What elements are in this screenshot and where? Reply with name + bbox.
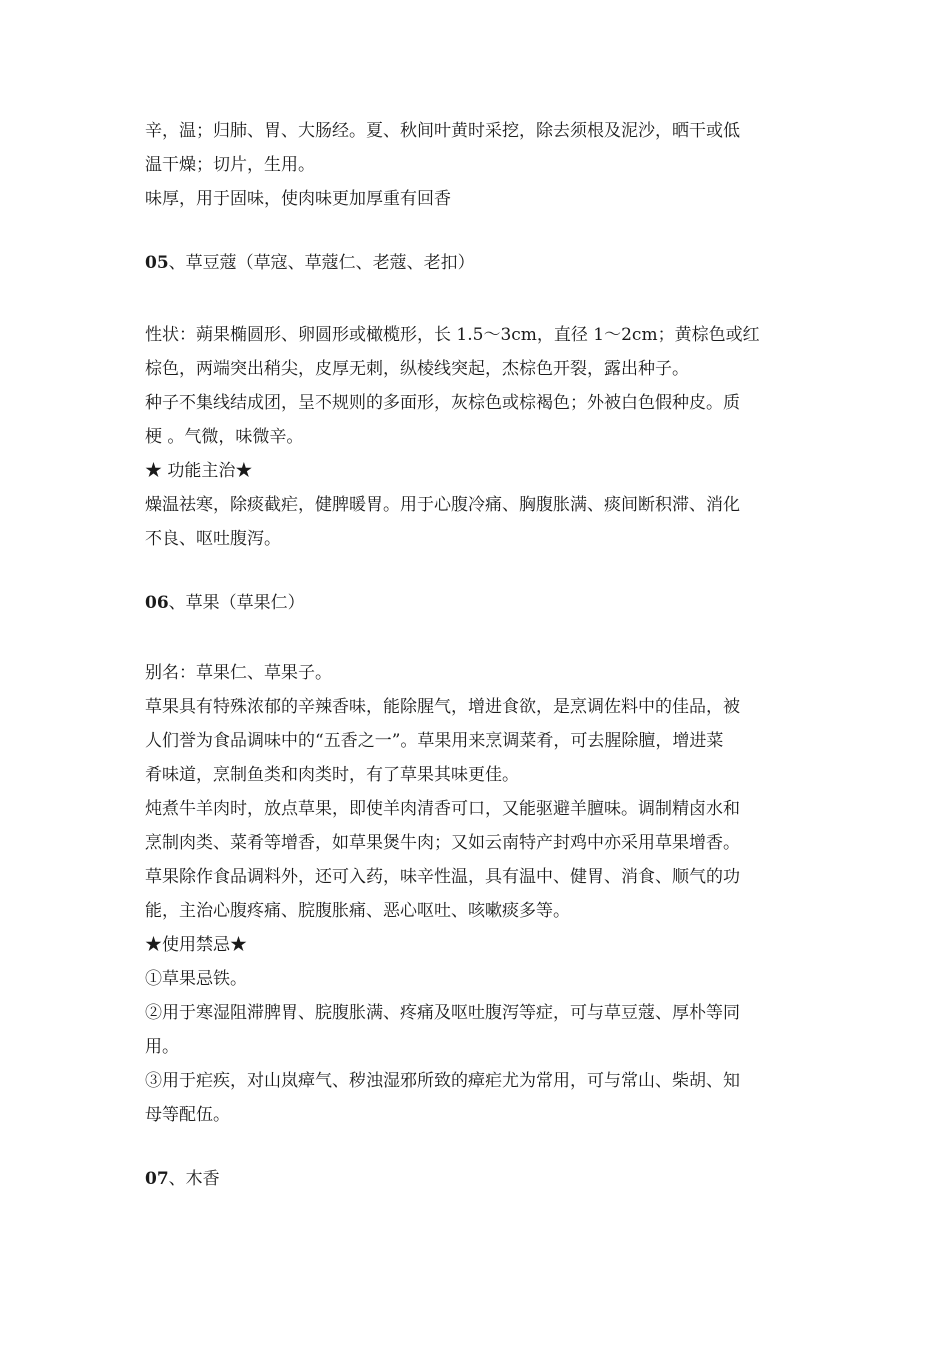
- section-number: 07: [145, 1169, 169, 1189]
- section-number: 06: [145, 593, 169, 613]
- section-number: 05: [145, 253, 169, 273]
- section-heading-07: [145, 1162, 220, 1196]
- paragraph-line: 母等配伍。: [145, 1105, 230, 1125]
- paragraph-line: 辛，温；归肺、胃、大肠经。夏、秋间叶黄时采挖，除去须根及泥沙，晒干或低: [145, 121, 740, 141]
- paragraph-line: 人们誉为食品调味中的“五香之一”。草果用来烹调菜肴，可去腥除膻，增进菜: [145, 731, 724, 751]
- paragraph-line: 温干燥；切片，生用。: [145, 155, 315, 175]
- paragraph-line: 棕色，两端突出稍尖，皮厚无刺，纵棱线突起，杰棕色开裂，露出种子。: [145, 359, 689, 379]
- section-title: 、木香: [168, 1169, 220, 1189]
- paragraph-line: 草果除作食品调料外，还可入药，味辛性温，具有温中、健胃、消食、顺气的功: [145, 867, 740, 887]
- paragraph-line: ①草果忌铁。: [145, 969, 247, 989]
- paragraph-line: 性状：蒴果椭圆形、卵圆形或橄榄形，长 1.5～3cm，直径 1～2cm；黄棕色或红: [145, 325, 760, 345]
- paragraph-line: 炖煮牛羊肉时，放点草果，即使羊肉清香可口，又能驱避羊膻味。调制精卤水和: [145, 799, 740, 819]
- paragraph-line: 不良、呕吐腹泻。: [145, 529, 281, 549]
- section-heading-06: [145, 586, 305, 620]
- paragraph-line: ③用于疟疾，对山岚瘴气、秽浊湿邪所致的瘴疟尤为常用，可与常山、柴胡、知: [145, 1071, 740, 1091]
- paragraph-line: 梗 。气微，味微辛。: [145, 427, 304, 447]
- paragraph-line: 能，主治心腹疼痛、脘腹胀痛、恶心呕吐、咳嗽痰多等。: [145, 901, 570, 921]
- paragraph-line: 味厚，用于固味，使肉味更加厚重有回香: [145, 189, 451, 209]
- paragraph-line: 别名：草果仁、草果子。: [145, 663, 332, 683]
- paragraph-line: ★ 功能主治★: [145, 461, 253, 481]
- paragraph-line: 燥温祛寒，除痰截疟，健脾暖胃。用于心腹冷痛、胸腹胀满、痰间断积滞、消化: [145, 495, 740, 515]
- paragraph-line: 肴味道，烹制鱼类和肉类时，有了草果其味更佳。: [145, 765, 519, 785]
- paragraph-line: ②用于寒湿阻滞脾胃、脘腹胀满、疼痛及呕吐腹泻等症，可与草豆蔻、厚朴等同: [145, 1003, 740, 1023]
- paragraph-line: 用。: [145, 1037, 179, 1057]
- document-body: [145, 0, 810, 1345]
- paragraph-line: 烹制肉类、菜肴等增香，如草果煲牛肉；又如云南特产封鸡中亦采用草果增香。: [145, 833, 740, 853]
- section-title: 、草果（草果仁）: [168, 593, 305, 613]
- paragraph-line: 种子不集线结成团，呈不规则的多面形，灰棕色或棕褐色；外被白色假种皮。质: [145, 393, 740, 413]
- paragraph-line: ★使用禁忌★: [145, 935, 247, 955]
- section-title: 、草豆蔻（草寇、草蔻仁、老蔻、老扣）: [168, 253, 475, 273]
- section-heading-05: [145, 246, 475, 280]
- paragraph-line: 草果具有特殊浓郁的辛辣香味，能除腥气，增进食欲，是烹调佐料中的佳品，被: [145, 697, 740, 717]
